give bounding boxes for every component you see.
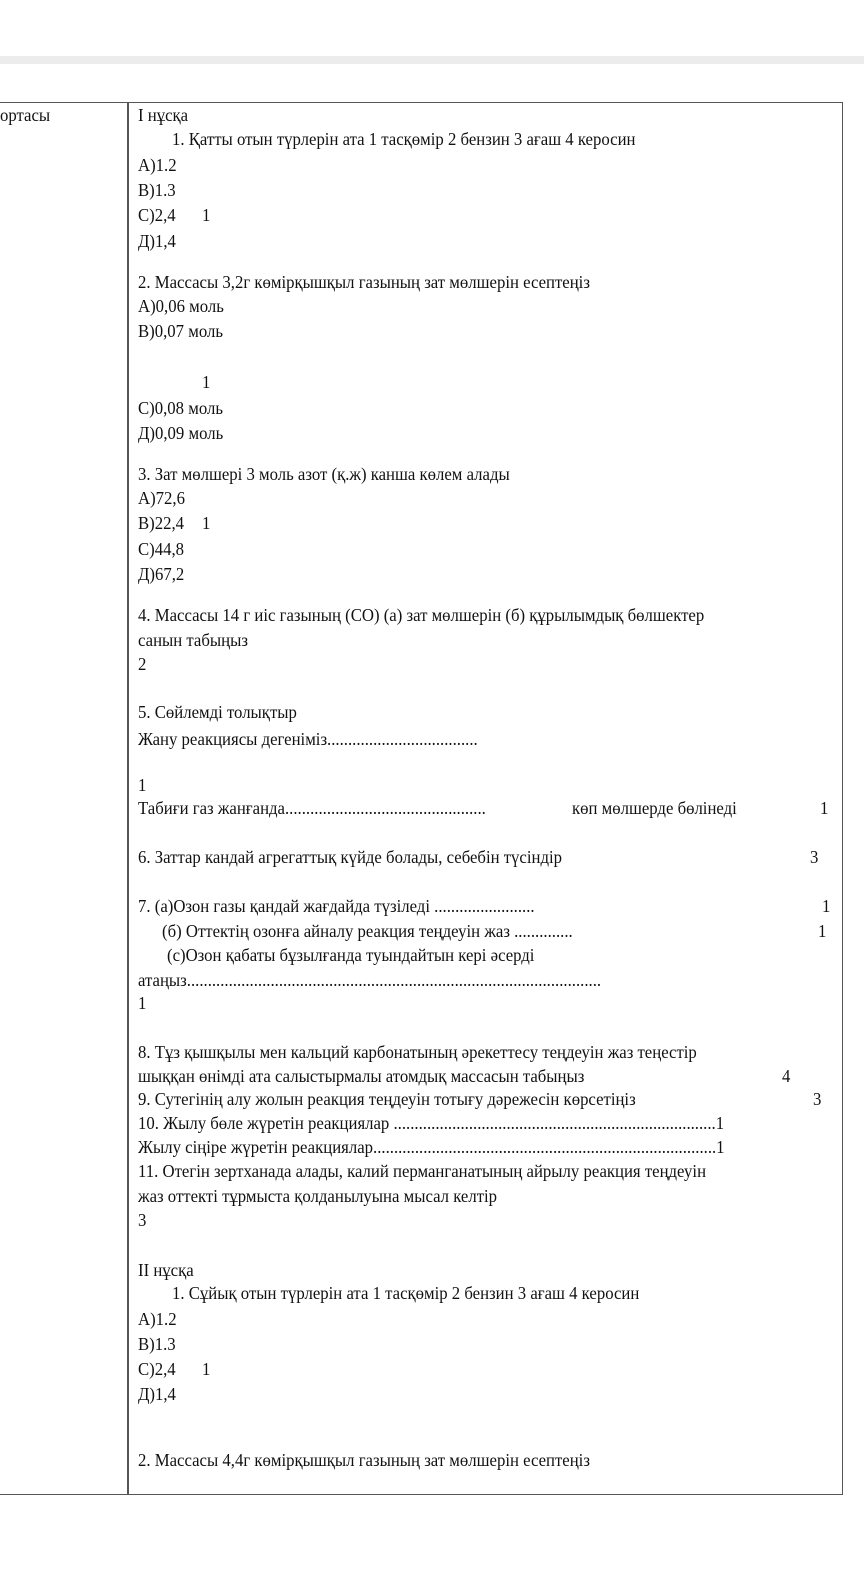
question-line: 2 xyxy=(138,654,147,674)
question-line: атаңыз................................................................................................... xyxy=(138,970,602,990)
question-line: 1. Сұйық отын түрлерін ата 1 тасқөмір 2 бензин 3 ағаш 4 керосин xyxy=(172,1283,640,1303)
question-line: 9. Сутегінің алу жолын реакция теңдеуін тотығу дәрежесін көрсетіңіз xyxy=(138,1089,636,1109)
question-line: 8. Тұз қышқылы мен кальций карбонатының әрекеттесу теңдеуін жаз теңестір xyxy=(138,1042,697,1062)
score-value: 1 xyxy=(818,921,827,941)
question-line: Жану реакциясы дегеніміз.................................... xyxy=(138,729,478,749)
question-line: (б) Оттектің озонға айналу реакция теңдеуін жаз .............. xyxy=(162,921,573,941)
column-divider xyxy=(127,102,129,1495)
question-line: 1 xyxy=(138,993,147,1013)
score-value: 3 xyxy=(810,847,819,867)
score-value: 4 xyxy=(782,1066,791,1086)
question-line: В)1.3 xyxy=(138,180,176,200)
question-line: С)44,8 xyxy=(138,539,185,559)
score-value: 1 xyxy=(202,372,211,392)
question-line: С)0,08 моль xyxy=(138,398,223,418)
question-line: Д)1,4 xyxy=(138,231,176,251)
question-line: В)0,07 моль xyxy=(138,321,223,341)
question-line: А)72,6 xyxy=(138,488,185,508)
question-line: Д)1,4 xyxy=(138,1384,176,1404)
question-line: В)1.3 xyxy=(138,1334,176,1354)
score-value: 1 xyxy=(202,513,211,533)
question-line: 1 xyxy=(138,775,147,795)
question-line: А)1.2 xyxy=(138,155,177,175)
question-line: Д)0,09 моль xyxy=(138,423,224,443)
question-line-continuation: көп мөлшерде бөлінеді xyxy=(572,798,737,818)
left-cell-label: ортасы xyxy=(0,105,51,125)
question-line: А)0,06 моль xyxy=(138,296,224,316)
question-line: (с)Озон қабаты бұзылғанда туындайтын кері әсерді xyxy=(167,945,535,965)
question-line: шыққан өнімді ата салыстырмалы атомдық массасын табыңыз xyxy=(138,1066,585,1086)
question-line: С)2,4 xyxy=(138,1359,176,1379)
question-line: жаз оттекті тұрмыста қолданылуына мысал келтір xyxy=(138,1186,498,1206)
question-line: А)1.2 xyxy=(138,1309,177,1329)
question-line: 11. Отегін зертханада алады, калий перманганатының айрылу реакция теңдеуін xyxy=(138,1161,707,1181)
question-line: І нұсқа xyxy=(138,105,189,125)
question-line: ІІ нұсқа xyxy=(138,1260,194,1280)
score-value: 1 xyxy=(822,896,831,916)
question-line: 3 xyxy=(138,1210,147,1230)
question-line: С)2,4 xyxy=(138,205,176,225)
question-line: 2. Массасы 3,2г көмірқышқыл газының зат мөлшерін есептеңіз xyxy=(138,272,590,292)
question-line: 10. Жылу бөле жүретін реакциялар .............................................................................1 xyxy=(138,1113,725,1133)
question-line: 3. Зат мөлшері 3 моль азот (қ.ж) канша көлем алады xyxy=(138,464,510,484)
top-toolbar-strip xyxy=(0,56,864,64)
question-line: 4. Массасы 14 г иіс газының (СО) (а) зат мөлшерін (б) құрылымдық бөлшектер xyxy=(138,605,705,625)
question-line: Табиғи газ жанғанда................................................ xyxy=(138,798,486,818)
question-line: В)22,4 xyxy=(138,513,185,533)
score-value: 1 xyxy=(820,798,829,818)
question-line: 2. Массасы 4,4г көмірқышқыл газының зат мөлшерін есептеңіз xyxy=(138,1450,590,1470)
question-line: 1. Қатты отын түрлерін ата 1 тасқөмір 2 бензин 3 ағаш 4 керосин xyxy=(172,129,636,149)
score-value: 1 xyxy=(202,205,211,225)
question-line: 5. Сөйлемді толықтыр xyxy=(138,702,297,722)
question-line: 7. (а)Озон газы қандай жағдайда түзіледі ........................ xyxy=(138,896,535,916)
question-line: санын табыңыз xyxy=(138,630,248,650)
score-value: 3 xyxy=(813,1089,822,1109)
question-line: Жылу сіңіре жүретін реакциялар..................................................................................1 xyxy=(138,1137,725,1157)
score-value: 1 xyxy=(202,1359,211,1379)
question-line: 6. Заттар кандай агрегаттық күйде болады, себебін түсіндір xyxy=(138,847,563,867)
question-line: Д)67,2 xyxy=(138,564,185,584)
